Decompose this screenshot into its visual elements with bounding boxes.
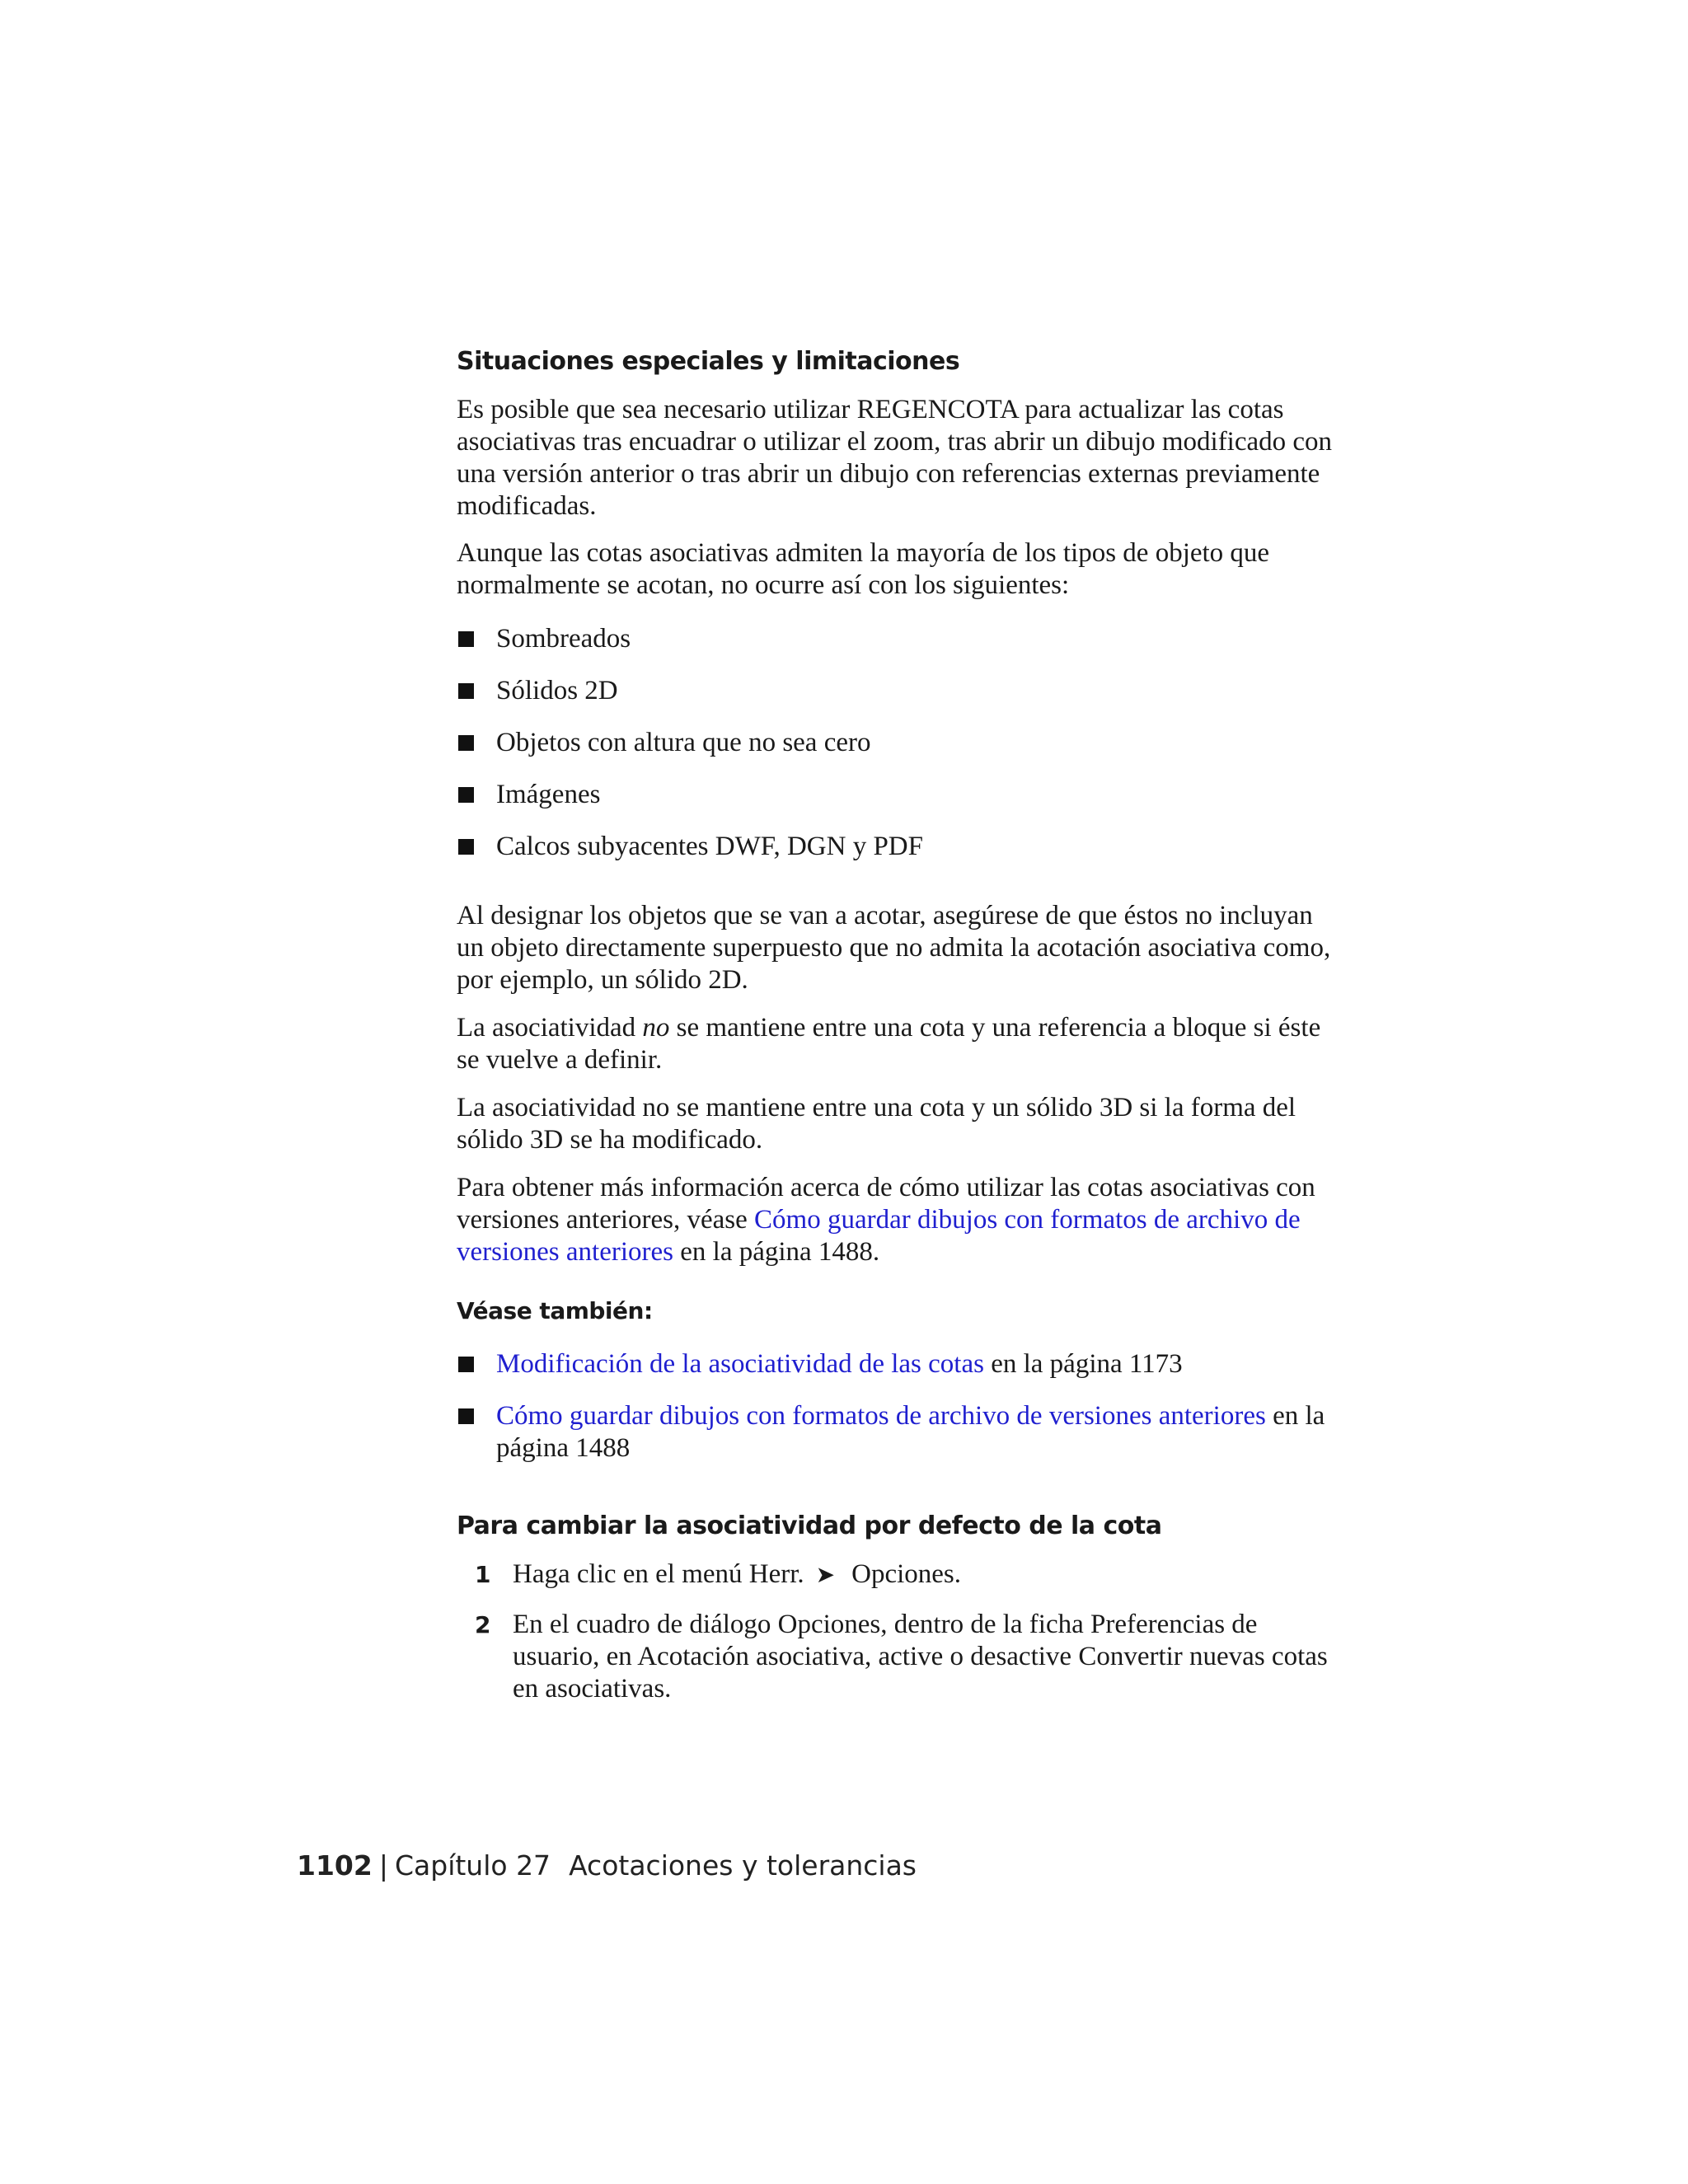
- step-number: 2: [475, 1611, 491, 1638]
- paragraph-text: se mantiene entre una cota y una referencia a bloque si éste se vuelve a definir.: [457, 1013, 1321, 1075]
- link-modify-associativity[interactable]: Modificación de la asociatividad de las cotas: [496, 1349, 984, 1379]
- bullet-square-icon: [458, 1408, 474, 1424]
- menu-arrow-icon: ➤: [815, 1561, 836, 1588]
- see-also-heading: Véase también:: [457, 1297, 653, 1324]
- link-save-previous-versions[interactable]: Cómo guardar dibujos con formatos de archivo de versiones anteriores: [496, 1401, 1266, 1431]
- footer-separator: |: [378, 1849, 388, 1882]
- chapter-title: Acotaciones y tolerancias: [569, 1849, 917, 1882]
- step-text: En el cuadro de diálogo Opciones, dentro de la ficha Preferencias de usuario, en Acotación asociativa, active o desactive Convertir nuevas cotas en asociativas.: [513, 1610, 1328, 1704]
- bullet-square-icon: [458, 839, 474, 855]
- chapter-label: Capítulo 27: [394, 1849, 551, 1882]
- paragraph-more-info: [457, 1172, 1347, 1268]
- page-reference: en la página 1488: [496, 1401, 1325, 1463]
- link-save-previous-versions[interactable]: Cómo guardar dibujos con formatos de archivo de versiones anteriores: [457, 1205, 1301, 1267]
- page-footer: [297, 1849, 917, 1882]
- list-item-text: Imágenes: [496, 780, 601, 809]
- bullet-square-icon: [458, 683, 474, 699]
- bullet-square-icon: [458, 735, 474, 751]
- menu-item-name: Opciones.: [851, 1559, 962, 1589]
- see-also-text: [496, 1400, 1347, 1465]
- list-item-text: Sombreados: [496, 624, 631, 654]
- paragraph-designate-objects: Al designar los objetos que se van a acotar, asegúrese de que éstos no incluyan un objeto directamente superpuesto que no admita la acotación asociativa como, por ejemplo, un sólido 2D.: [457, 901, 1331, 995]
- see-also-text: [496, 1348, 1347, 1380]
- list-item-text: Calcos subyacentes DWF, DGN y PDF: [496, 832, 923, 861]
- paragraph-text: La asociatividad: [457, 1013, 643, 1043]
- step-number: 1: [475, 1561, 491, 1588]
- paragraph-regencota: Es posible que sea necesario utilizar REGENCOTA para actualizar las cotas asociativas tras encuadrar o utilizar el zoom, tras abrir un dibujo modificado con una versión anterior o tras abrir un dibujo con referencias externas previamente modificadas.: [457, 395, 1333, 521]
- emphasis-text: no: [642, 1013, 670, 1043]
- step-instruction: Haga clic en el menú Herr.: [513, 1559, 804, 1589]
- paragraph-3d-solid: La asociatividad no se mantiene entre una cota y un sólido 3D si la forma del sólido 3D se ha modificado.: [457, 1093, 1296, 1155]
- step-text: [513, 1558, 1347, 1591]
- paragraph-text: Para obtener más información acerca de cómo utilizar las cotas asociativas con versiones anteriores, véase: [457, 1173, 1315, 1235]
- page-number: 1102: [297, 1849, 373, 1882]
- section-heading-limitations: Situaciones especiales y limitaciones: [457, 347, 960, 376]
- paragraph-text: en la página 1488.: [673, 1237, 880, 1267]
- bullet-square-icon: [458, 1357, 474, 1372]
- list-item-text: Sólidos 2D: [496, 676, 618, 705]
- page-reference: en la página 1173: [983, 1349, 1183, 1379]
- procedure-heading: Para cambiar la asociatividad por defecto de la cota: [457, 1511, 1162, 1540]
- list-item-text: Objetos con altura que no sea cero: [496, 728, 871, 757]
- paragraph-block-reference: [457, 1012, 1347, 1076]
- paragraph-unsupported-intro: Aunque las cotas asociativas admiten la mayoría de los tipos de objeto que normalmente se acotan, no ocurre así con los siguientes:: [457, 538, 1270, 600]
- bullet-square-icon: [458, 787, 474, 803]
- bullet-square-icon: [458, 631, 474, 647]
